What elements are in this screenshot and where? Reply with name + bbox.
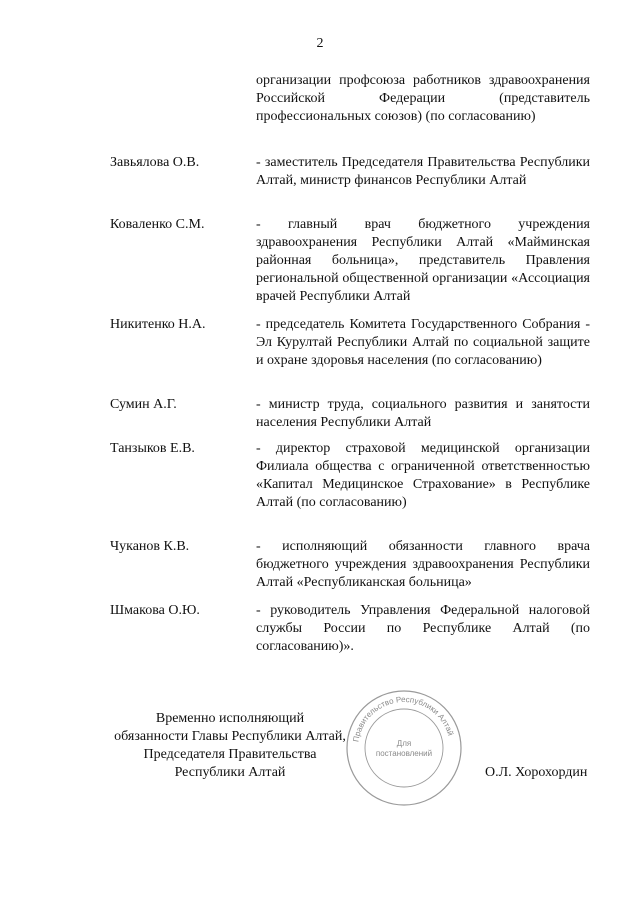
signature-line: Председателя Правительства [143,747,317,762]
signature-line: обязанности Главы Республики Алтай, [114,729,346,744]
signature-line: Республики Алтай [174,765,286,780]
member-name: Танзыков Е.В. [110,441,195,456]
intro-continuation: организации профсоюза работников здравоохранения Российской Федерации (представитель профессиональных союзов) (по согласованию) [256,73,590,124]
stamp-outer-ring [347,691,461,805]
member-name: Завьялова О.В. [110,155,200,170]
member-name: Никитенко Н.А. [110,317,206,332]
signer-name: О.Л. Хорохордин [485,765,588,780]
member-name: Шмакова О.Ю. [110,603,200,618]
member-description: - заместитель Председателя Правительства Республики Алтай, министр финансов Республики Алтай [256,155,590,188]
official-stamp [344,688,464,808]
member-name: Коваленко С.М. [110,217,205,232]
stamp-inner-ring [365,709,443,787]
member-description: - исполняющий обязанности главного врача бюджетного учреждения здравоохранения Республики Алтай «Республиканская больница» [256,539,590,590]
stamp-center-text: постановлений [375,749,433,758]
stamp-center-text: Для [396,739,412,748]
member-description: - директор страховой медицинской организации Филиала общества с ограниченной ответственностью «Капитал Медицинское Страхование» в Республике Алтай (по согласованию) [256,441,590,510]
member-description: - руководитель Управления Федеральной налоговой службы России по Республике Алтай (по согласованию)». [256,603,590,654]
page-number: 2 [316,36,324,51]
signature-title [100,710,360,782]
member-name: Сумин А.Г. [110,397,177,412]
member-description: - главный врач бюджетного учреждения здравоохранения Республики Алтай «Майминская районная больница», представитель Правления региональной общественной организации «Ассоциация врачей Республики Алтай [256,217,590,304]
signature-line: Временно исполняющий [155,711,305,726]
member-description: - председатель Комитета Государственного Собрания - Эл Курултай Республики Алтай по социальной защите и охране здоровья населения (по согласованию) [256,317,590,368]
member-name: Чуканов К.В. [110,539,190,554]
stamp-ring-text: Правительство Республики Алтай [351,694,456,743]
member-description: - министр труда, социального развития и занятости населения Республики Алтай [256,397,590,430]
